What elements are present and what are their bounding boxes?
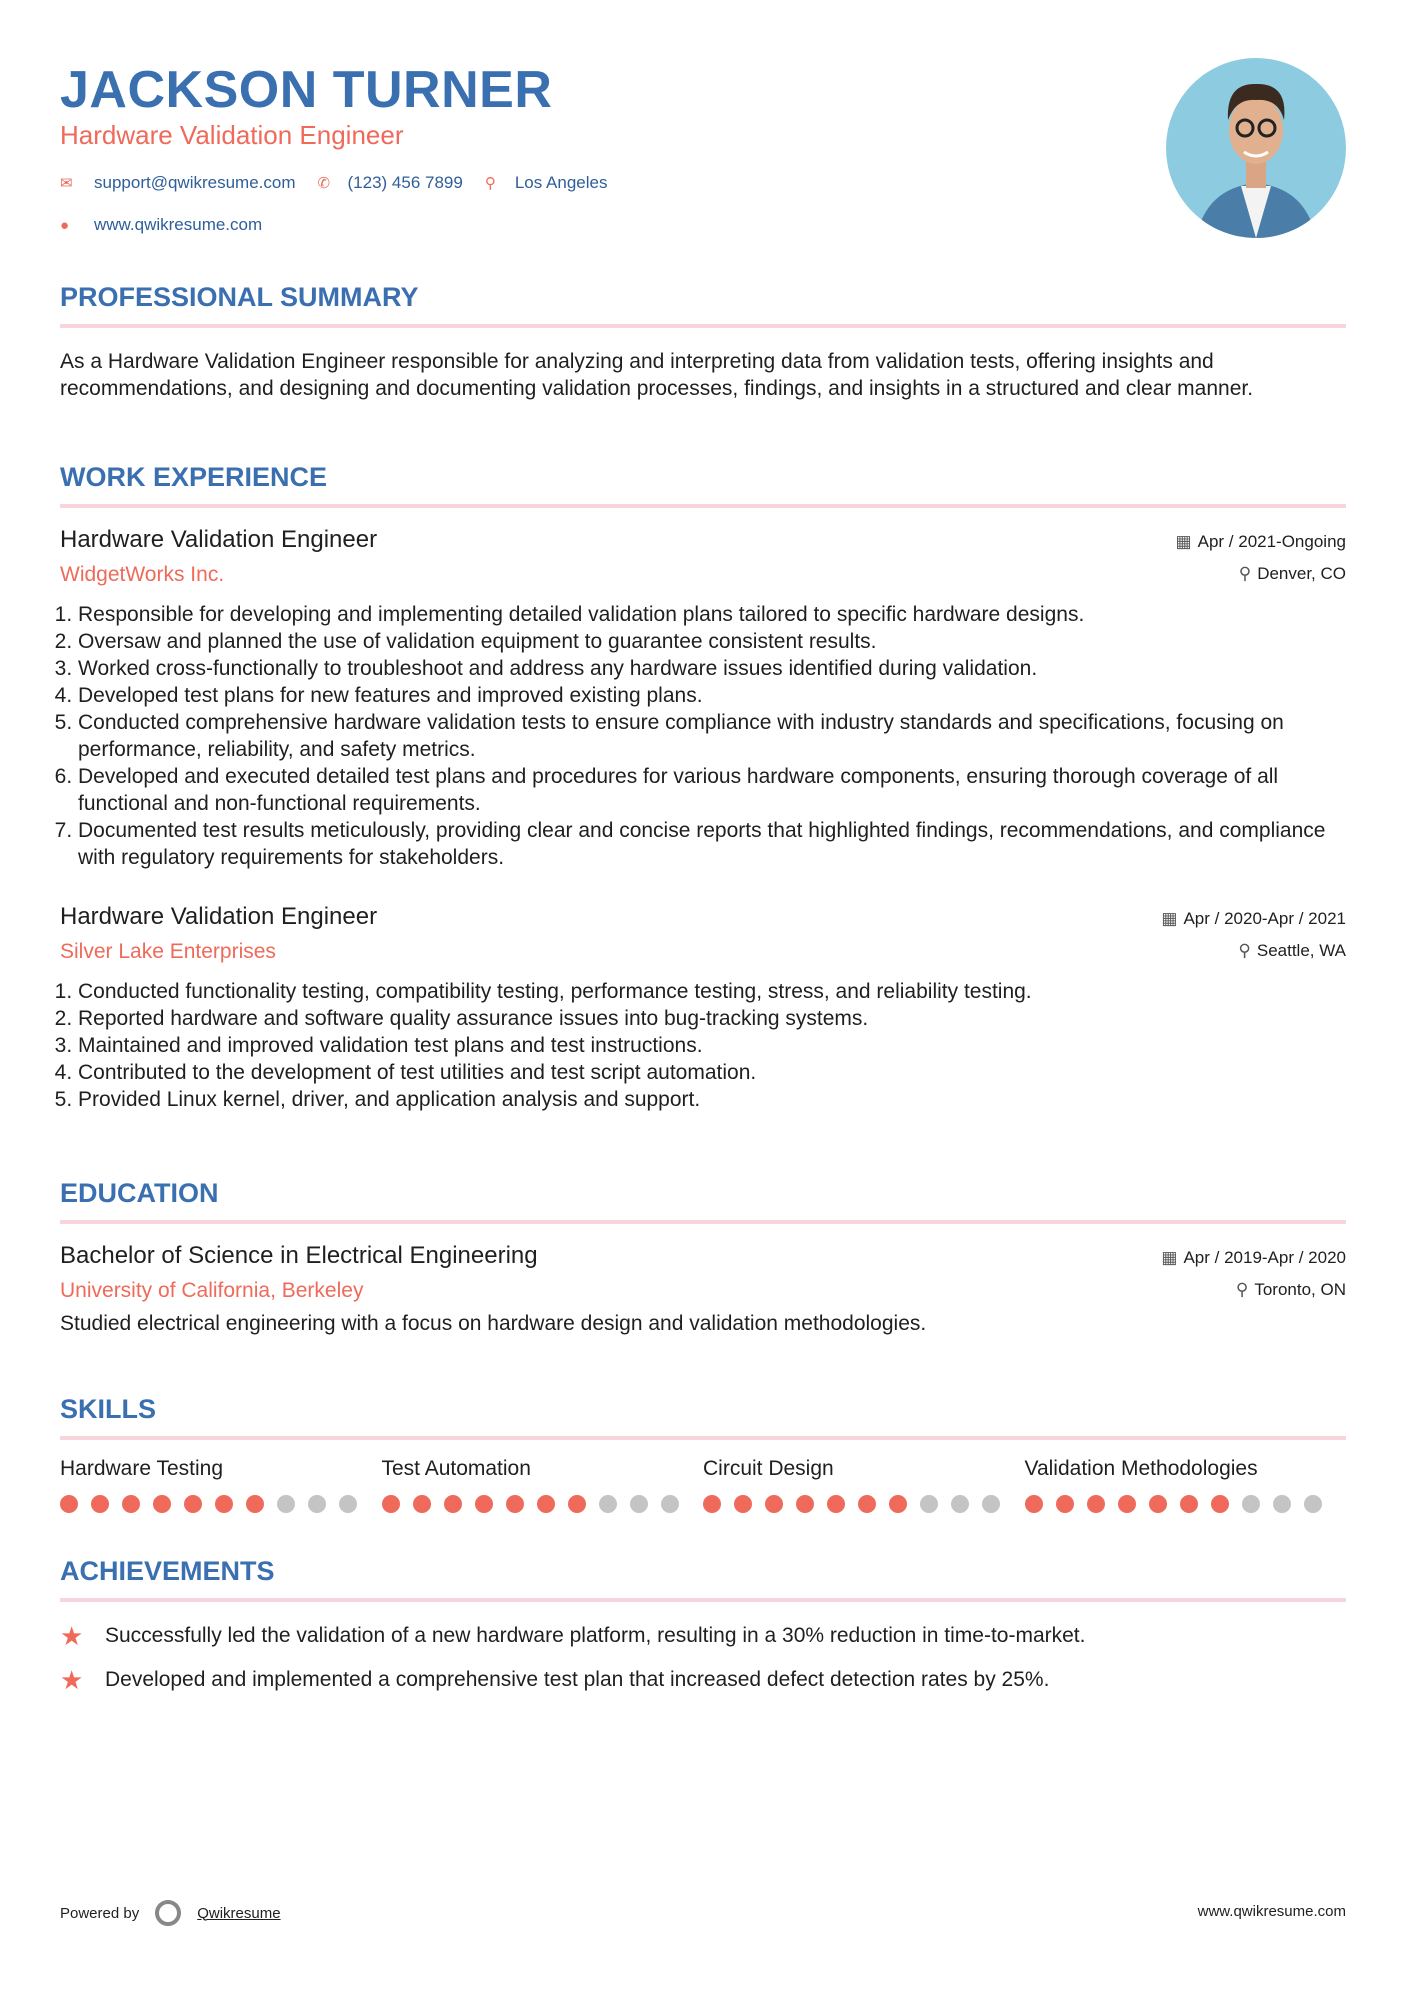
contact-row (60, 173, 629, 193)
list-item: 3. Maintained and improved validation test plans and test instructions. (78, 1032, 1346, 1059)
school-name: University of California, Berkeley (60, 1279, 364, 1302)
job-location: Seattle, WA (1256, 941, 1346, 960)
candidate-name: JACKSON TURNER (60, 61, 553, 119)
divider (60, 504, 1346, 508)
footer-website[interactable]: www.qwikresume.com (1197, 1903, 1346, 1920)
star-icon: ★ (60, 1664, 84, 1695)
star-icon: ★ (60, 1620, 84, 1651)
skill-rating (382, 1495, 704, 1513)
rating-dot (60, 1495, 78, 1513)
profile-photo (1166, 58, 1346, 238)
rating-dot (1180, 1495, 1198, 1513)
qwikresume-link[interactable]: Qwikresume (197, 1904, 281, 1922)
rating-dot (444, 1495, 462, 1513)
footer-powered-by (60, 1900, 281, 1926)
skill-name: Validation Methodologies (1024, 1457, 1258, 1480)
job-title: Hardware Validation Engineer (60, 526, 378, 553)
envelope-icon: ✉ (60, 175, 73, 192)
section-heading: WORK EXPERIENCE (60, 462, 328, 492)
skill-item (703, 1457, 1025, 1513)
job-entry (60, 903, 1346, 1113)
achievements-section (60, 1556, 1346, 1702)
globe-icon: ● (60, 216, 70, 234)
rating-dot (1304, 1495, 1322, 1513)
rating-dot (920, 1495, 938, 1513)
list-item: 5. Conducted comprehensive hardware validation tests to ensure compliance with industry standards and specifications, focusing on performance, reliability, and safety metrics. (78, 709, 1346, 763)
rating-dot (827, 1495, 845, 1513)
pin-icon: ⚲ (1235, 1280, 1249, 1299)
skill-name: Hardware Testing (60, 1457, 224, 1480)
website-row (60, 215, 284, 235)
education-location: Toronto, ON (1254, 1280, 1346, 1299)
education-date: Apr / 2019-Apr / 2020 (1183, 1248, 1346, 1267)
rating-dot (951, 1495, 969, 1513)
rating-dot (153, 1495, 171, 1513)
rating-dot (308, 1495, 326, 1513)
rating-dot (1056, 1495, 1074, 1513)
education-text: Studied electrical engineering with a focus on hardware design and validation methodologies. (60, 1312, 927, 1335)
rating-dot (734, 1495, 752, 1513)
skill-rating (60, 1495, 382, 1513)
phone-text: (123) 456 7899 (347, 173, 463, 192)
job-date: Apr / 2020-Apr / 2021 (1183, 909, 1346, 928)
calendar-icon: ▦ (1161, 909, 1178, 928)
pin-icon: ⚲ (1238, 941, 1251, 960)
skills-section (60, 1394, 1346, 1513)
qwikresume-logo-icon (155, 1900, 181, 1926)
section-heading: PROFESSIONAL SUMMARY (60, 282, 419, 312)
skill-name: Test Automation (381, 1457, 531, 1480)
rating-dot (413, 1495, 431, 1513)
website-link[interactable]: www.qwikresume.com (94, 215, 263, 234)
skill-item (1025, 1457, 1347, 1513)
rating-dot (796, 1495, 814, 1513)
rating-dot (91, 1495, 109, 1513)
list-item: 6. Developed and executed detailed test plans and procedures for various hardware components, ensuring thorough coverage of all functional and non-functional requirements. (78, 763, 1346, 817)
rating-dot (1273, 1495, 1291, 1513)
rating-dot (568, 1495, 586, 1513)
pin-icon: ⚲ (1238, 564, 1252, 583)
rating-dot (1118, 1495, 1136, 1513)
rating-dot (1149, 1495, 1167, 1513)
achievement-text: Successfully led the validation of a new hardware platform, resulting in a 30% reduction in time-to-market. (105, 1624, 1086, 1647)
divider (60, 1598, 1346, 1602)
rating-dot (506, 1495, 524, 1513)
skill-item (382, 1457, 704, 1513)
rating-dot (475, 1495, 493, 1513)
candidate-title: Hardware Validation Engineer (60, 120, 404, 150)
rating-dot (703, 1495, 721, 1513)
company-name: WidgetWorks Inc. (60, 563, 225, 586)
rating-dot (982, 1495, 1000, 1513)
rating-dot (184, 1495, 202, 1513)
rating-dot (1025, 1495, 1043, 1513)
rating-dot (537, 1495, 555, 1513)
company-name: Silver Lake Enterprises (60, 940, 276, 963)
list-item: 1. Conducted functionality testing, compatibility testing, performance testing, stress, and reliability testing. (78, 978, 1346, 1005)
rating-dot (765, 1495, 783, 1513)
rating-dot (277, 1495, 295, 1513)
rating-dot (215, 1495, 233, 1513)
rating-dot (1087, 1495, 1105, 1513)
job-date: Apr / 2021-Ongoing (1197, 532, 1346, 551)
list-item: 5. Provided Linux kernel, driver, and application analysis and support. (78, 1086, 1346, 1113)
skill-rating (1025, 1495, 1347, 1513)
rating-dot (339, 1495, 357, 1513)
list-item: 2. Oversaw and planned the use of validation equipment to guarantee consistent results. (78, 628, 1346, 655)
location-pin-icon: ⚲ (484, 175, 496, 192)
list-item: 1. Responsible for developing and implementing detailed validation plans tailored to specific hardware designs. (78, 601, 1346, 628)
rating-dot (1242, 1495, 1260, 1513)
list-item: 2. Reported hardware and software quality assurance issues into bug-tracking systems. (78, 1005, 1346, 1032)
section-heading: ACHIEVEMENTS (60, 1556, 275, 1586)
rating-dot (122, 1495, 140, 1513)
rating-dot (858, 1495, 876, 1513)
skill-rating (703, 1495, 1025, 1513)
rating-dot (889, 1495, 907, 1513)
skill-name: Circuit Design (703, 1457, 834, 1480)
rating-dot (1211, 1495, 1229, 1513)
calendar-icon: ▦ (1175, 532, 1192, 551)
email-link[interactable]: support@qwikresume.com (94, 173, 296, 192)
job-location: Denver, CO (1257, 564, 1346, 583)
divider (60, 324, 1346, 328)
achievement-text: Developed and implemented a comprehensive test plan that increased defect detection rates by 25%. (105, 1668, 1050, 1691)
section-heading: EDUCATION (60, 1178, 219, 1208)
skill-item (60, 1457, 382, 1513)
powered-by-label: Powered by (60, 1904, 140, 1922)
achievement-item (60, 1658, 1346, 1702)
phone-icon: ✆ (317, 175, 331, 192)
list-item: 4. Developed test plans for new features and improved existing plans. (78, 682, 1346, 709)
section-heading: SKILLS (60, 1394, 157, 1424)
job-title: Hardware Validation Engineer (60, 903, 378, 930)
list-item: 7. Documented test results meticulously, providing clear and concise reports that highlighted findings, recommendations, and compliance with regulatory requirements for stakeholders. (78, 817, 1346, 871)
achievement-item (60, 1614, 1346, 1658)
list-item: 3. Worked cross-functionally to troubleshoot and address any hardware issues identified during validation. (78, 655, 1346, 682)
rating-dot (630, 1495, 648, 1513)
degree-title: Bachelor of Science in Electrical Engineering (60, 1242, 538, 1269)
job-entry (60, 526, 1346, 871)
rating-dot (382, 1495, 400, 1513)
summary-section (60, 282, 1346, 402)
summary-text: As a Hardware Validation Engineer responsible for analyzing and interpreting data from validation tests, offering insights and recommendations, and designing and documenting validation processes, findings, and insights in a structured and clear manner. (60, 350, 1254, 400)
responsibility-list (60, 978, 1346, 1113)
list-item: 4. Contributed to the development of test utilities and test script automation. (78, 1059, 1346, 1086)
divider (60, 1220, 1346, 1224)
responsibility-list (60, 601, 1346, 871)
experience-section (60, 462, 1346, 1113)
divider (60, 1436, 1346, 1440)
rating-dot (246, 1495, 264, 1513)
education-section (60, 1178, 1346, 1337)
calendar-icon: ▦ (1161, 1248, 1178, 1267)
rating-dot (599, 1495, 617, 1513)
rating-dot (661, 1495, 679, 1513)
location-text: Los Angeles (514, 173, 608, 192)
